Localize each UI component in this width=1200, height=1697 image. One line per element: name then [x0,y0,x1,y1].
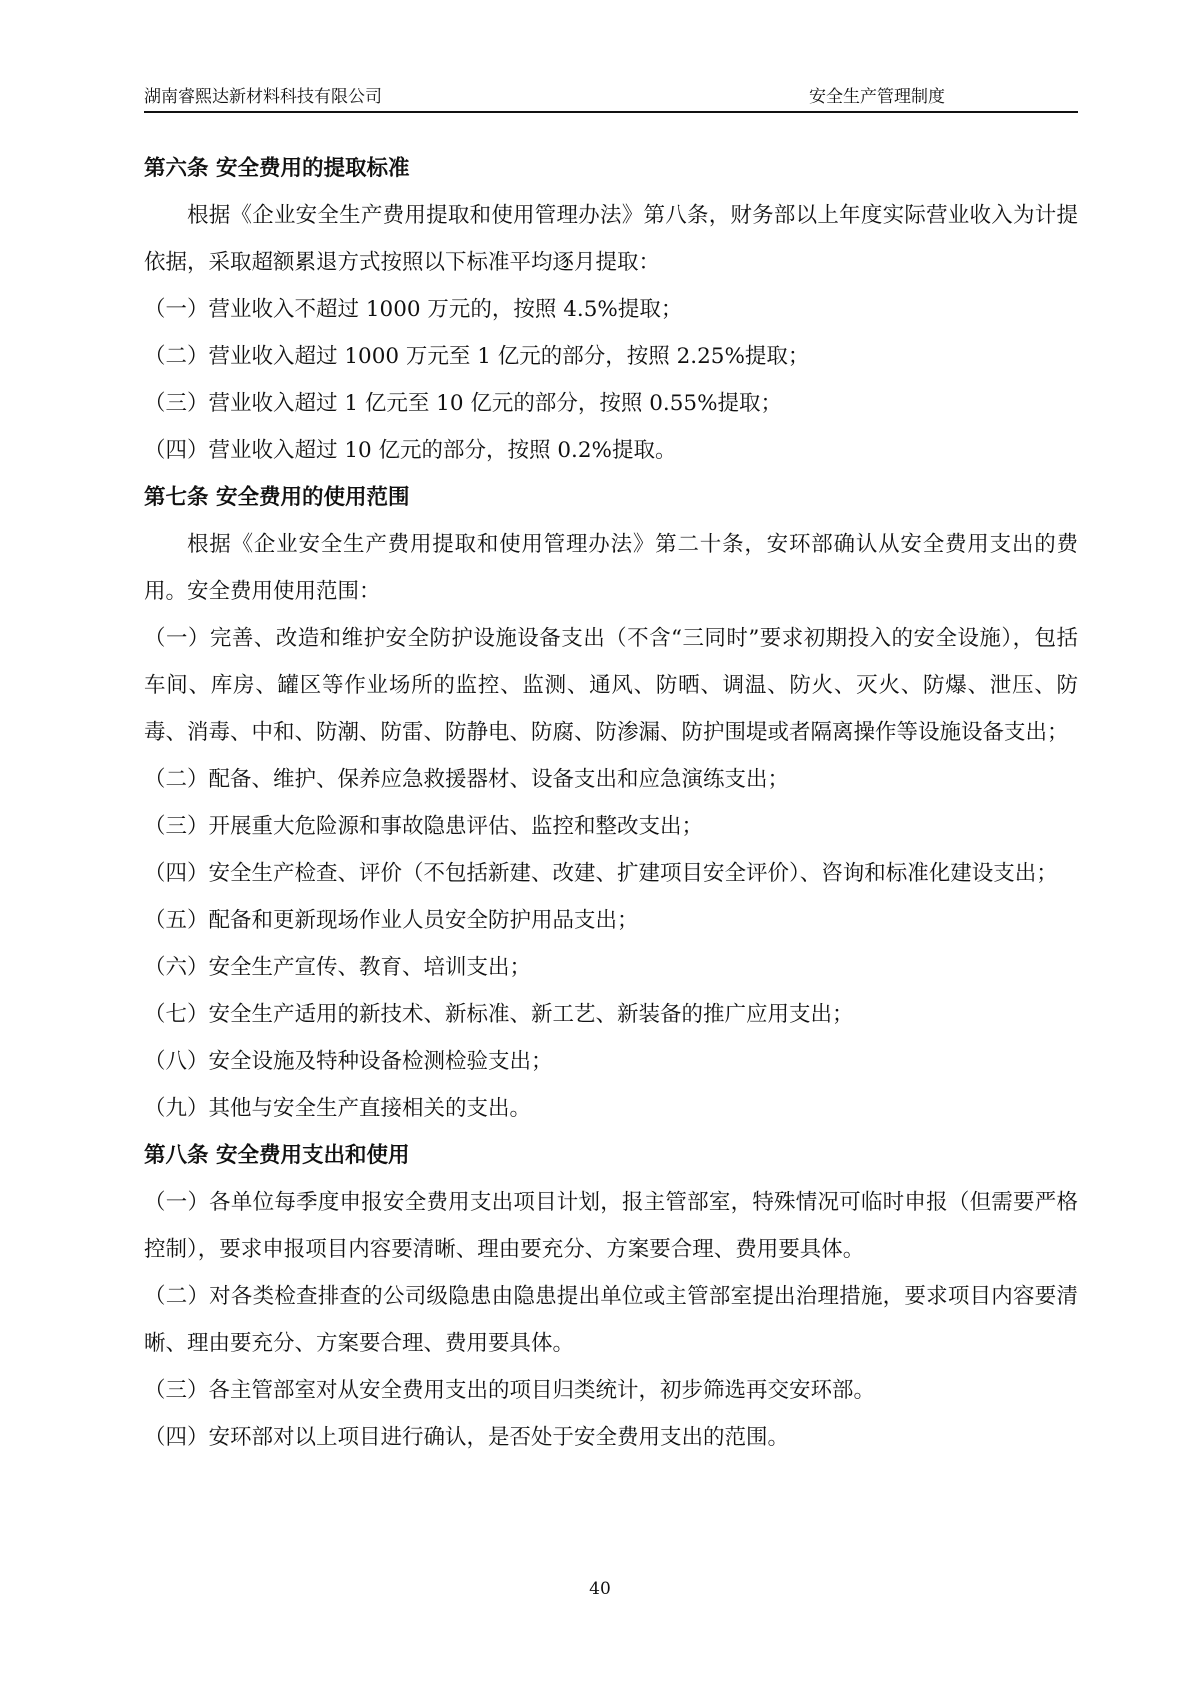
article-8-item: （二）对各类检查排查的公司级隐患由隐患提出单位或主管部室提出治理措施，要求项目内容要清晰、理由要充分、方案要合理、费用要具体。 [144,1284,1078,1356]
document-title: 安全生产管理制度 [809,87,945,107]
article-6-item: （一）营业收入不超过 1000 万元的，按照 4.5%提取； [144,297,683,322]
article-6-item: （二）营业收入超过 1000 万元至 1 亿元的部分，按照 2.25%提取； [144,344,810,369]
article-6-intro: 根据《企业安全生产费用提取和使用管理办法》第八条，财务部以上年度实际营业收入为计提依据，采取超额累退方式按照以下标准平均逐月提取： [144,203,1078,275]
article-7-item: （五）配备和更新现场作业人员安全防护用品支出； [144,908,639,933]
company-name: 湖南睿熙达新材料科技有限公司 [144,87,382,107]
article-6-heading: 第六条 安全费用的提取标准 [144,156,410,181]
article-7-heading: 第七条 安全费用的使用范围 [144,485,410,510]
article-6-item: （四）营业收入超过 10 亿元的部分，按照 0.2%提取。 [144,438,677,463]
article-8-heading: 第八条 安全费用支出和使用 [144,1143,410,1168]
article-7-item: （九）其他与安全生产直接相关的支出。 [144,1096,532,1121]
article-7-item: （一）完善、改造和维护安全防护设施设备支出（不含“三同时”要求初期投入的安全设施），包括车间、库房、罐区等作业场所的监控、监测、通风、防晒、调温、防火、灭火、防爆、泄压、防毒、消毒、中和、防潮、防雷、防静电、防腐、防渗漏、防护围堤或者隔离操作等设施设备支出； [144,626,1078,745]
article-7-intro: 根据《企业安全生产费用提取和使用管理办法》第二十条，安环部确认从安全费用支出的费用。安全费用使用范围： [144,532,1078,604]
header-rule [144,111,1078,113]
document-body [144,145,1078,1461]
article-8-item: （三）各主管部室对从安全费用支出的项目归类统计，初步筛选再交安环部。 [144,1378,876,1403]
article-7-item: （八）安全设施及特种设备检测检验支出； [144,1049,553,1074]
article-8-item: （一）各单位每季度申报安全费用支出项目计划，报主管部室，特殊情况可临时申报（但需要严格控制），要求申报项目内容要清晰、理由要充分、方案要合理、费用要具体。 [144,1190,1078,1262]
article-8-item: （四）安环部对以上项目进行确认，是否处于安全费用支出的范围。 [144,1425,790,1450]
article-6-item: （三）营业收入超过 1 亿元至 10 亿元的部分，按照 0.55%提取； [144,391,783,416]
page-number: 40 [589,1579,611,1599]
article-7-item: （三）开展重大危险源和事故隐患评估、监控和整改支出； [144,814,704,839]
article-7-item: （二）配备、维护、保养应急救援器材、设备支出和应急演练支出； [144,767,790,792]
article-7-item: （四）安全生产检查、评价（不包括新建、改建、扩建项目安全评价）、咨询和标准化建设支出； [144,861,1058,886]
article-7-item: （六）安全生产宣传、教育、培训支出； [144,955,532,980]
article-7-item: （七）安全生产适用的新技术、新标准、新工艺、新装备的推广应用支出； [144,1002,854,1027]
page-header [144,84,1078,110]
